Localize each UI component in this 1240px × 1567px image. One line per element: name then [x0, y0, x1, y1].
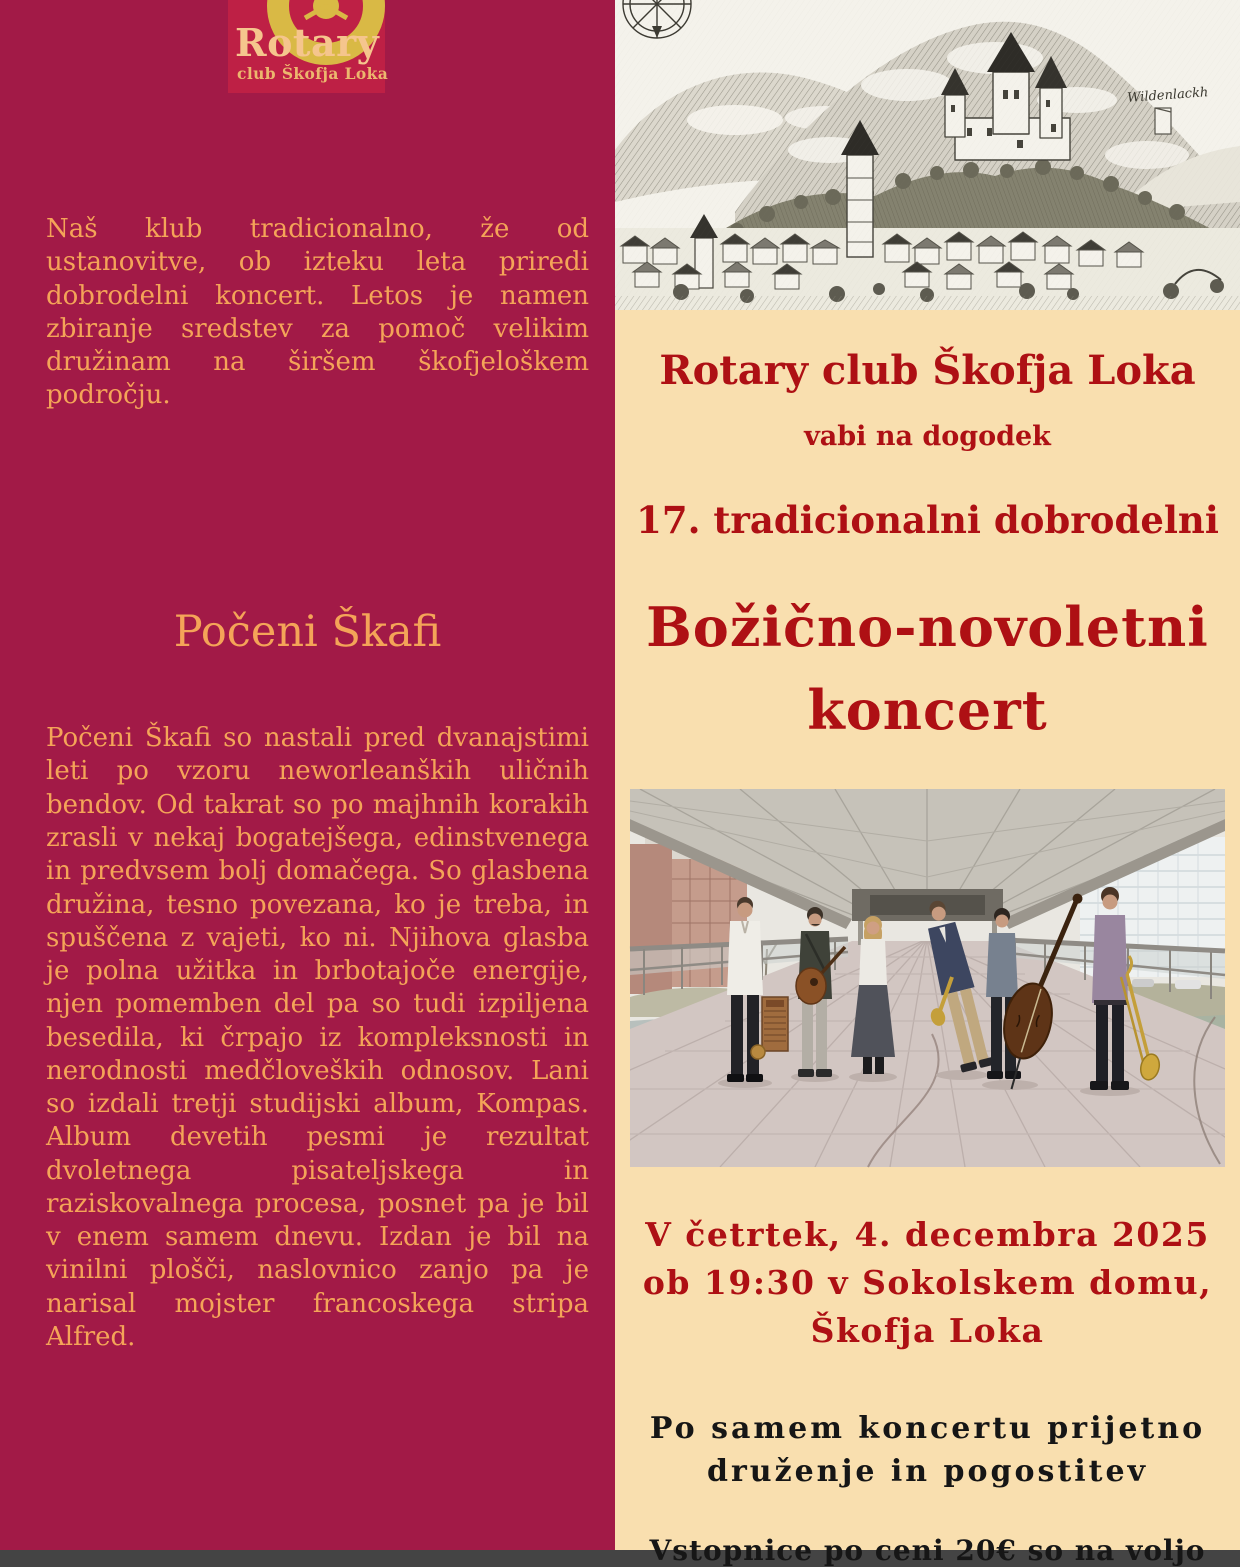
event-date-block	[615, 1211, 1240, 1355]
event-date-line: ob 19:30 v Sokolskem domu,	[642, 1263, 1213, 1303]
invite-line: vabi na dogodek	[804, 420, 1051, 452]
band-photo-wrap	[615, 789, 1240, 1171]
band-name-heading: Počeni Škafi	[173, 606, 442, 657]
after-concert-block	[615, 1407, 1240, 1494]
tickets-info: Vstopnice po ceni 20€ so na voljo	[649, 1533, 1206, 1567]
after-concert-line: druženje in pogostitev	[706, 1454, 1149, 1490]
logo-club-name: club Škofja Loka	[237, 64, 389, 83]
engraving-caption: Wildenlackh	[1126, 85, 1209, 106]
townscape-engraving	[615, 0, 1240, 310]
event-title: Božično-novoletni koncert	[646, 594, 1209, 743]
logo-wordmark: Rotary	[235, 20, 380, 65]
event-date-line: Škofja Loka	[810, 1311, 1045, 1351]
club-name-heading: Rotary club Škofja Loka	[659, 347, 1196, 394]
band-description-paragraph: Počeni Škafi so nastali pred dvanajstimi leti po vzoru neworleanških uličnih bendov. Od takrat so po majhnih korakih zrasli v nekaj bogatejšega, edinstvenega in predvsem bolj domačega. So glasbena družina, tesno povezana, ko je treba, in spuščena z vajeti, ko ni. Njihova glasba je polna užitka in brbotajoče energije, njen pomemben del pa so tudi izpiljena besedila, ki črpajo iz kompleksnosti in nerodnosti medčloveških odnosov. Lani so izdali tretji studijski album, Kompas. Album devetih pesmi je rezultat dvoletnega pisateljskega in raziskovalnega procesa, posnet pa je bil v enem samem dnevu. Izdan je bil na vinilni plošči, naslovnico zanjo pa je narisal mojster francoskega stripa Alfred.	[46, 723, 589, 1352]
left-column	[0, 0, 615, 1550]
rotary-club-logo	[228, 0, 389, 93]
right-column	[615, 0, 1240, 1567]
after-concert-line: Po samem koncertu prijetno	[649, 1410, 1206, 1446]
event-date-line: V četrtek, 4. decembra 2025	[645, 1215, 1210, 1255]
event-series-line: 17. tradicionalni dobrodelni	[636, 497, 1219, 542]
band-photo	[630, 789, 1225, 1167]
club-intro-paragraph: Naš klub tradicionalno, že od ustanovitve, ob izteku leta priredi dobrodelni koncert. Letos je namen zbiranje sredstev za pomoč velikim družinam na širšem škofjeloškem področju.	[46, 214, 589, 411]
